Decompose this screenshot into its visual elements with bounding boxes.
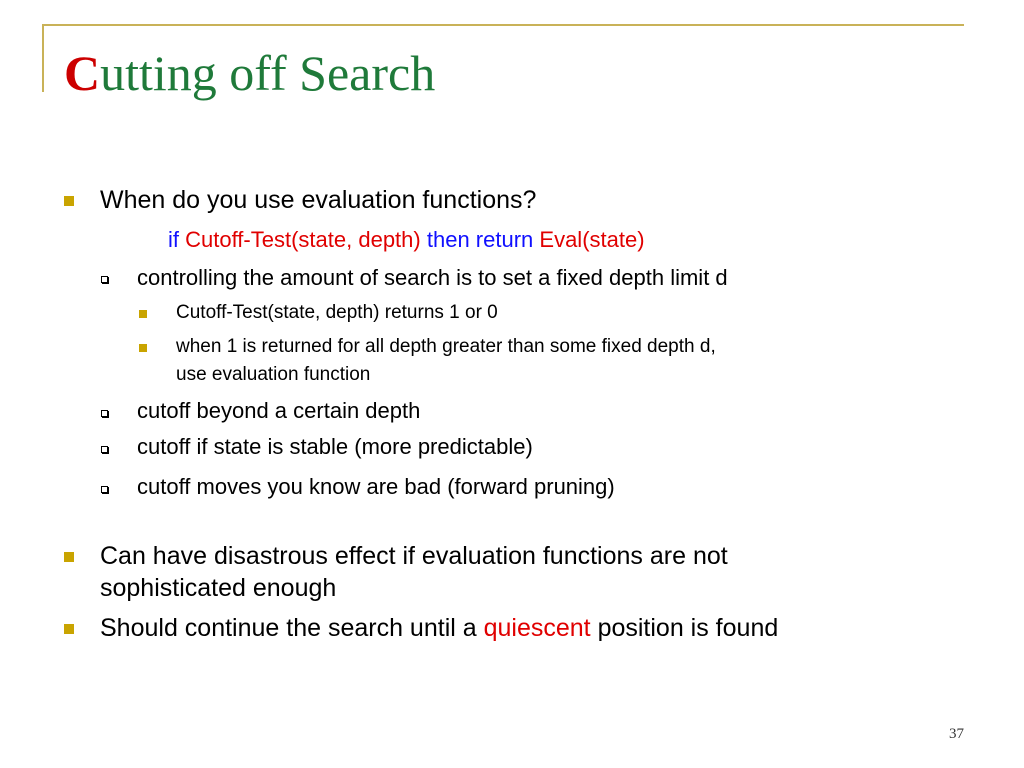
pseudo-code-line [168,225,645,255]
title-initial: C [64,45,101,101]
small-square-bullet-icon [139,344,147,352]
code-keyword-if: if [168,227,179,252]
bullet-3-suffix: position is found [590,614,779,642]
sub-bullet-1-text: controlling the amount of search is to set a fixed depth limit d [137,265,728,290]
code-keyword-then-return: then return [426,227,534,252]
square-bullet-icon [64,624,74,634]
square-bullet-icon [64,552,74,562]
page-number: 37 [949,726,964,742]
bullet-2-line-2: sophisticated enough [100,574,337,602]
bullet-1-text: When do you use evaluation functions? [100,186,537,214]
bullet-3-highlight: quiescent [483,614,591,642]
bullet-3-text [100,612,778,644]
bullet-3-prefix: Should continue the search until a [100,614,484,642]
bullet-2-line-1: Can have disastrous effect if evaluation functions are not [100,542,728,570]
sub-bullet-3-text: cutoff if state is stable (more predictable) [137,434,533,459]
open-square-bullet-icon [101,486,108,493]
code-eval: Eval(state) [539,227,645,252]
sub-sub-bullet-1-text: Cutoff-Test(state, depth) returns 1 or 0 [176,302,498,323]
sub-sub-bullet-2-line-1: when 1 is returned for all depth greater than some fixed depth d, [176,336,716,357]
open-square-bullet-icon [101,410,108,417]
square-bullet-icon [64,196,74,206]
sub-bullet-4-text: cutoff moves you know are bad (forward pruning) [137,474,615,499]
code-cutoff-test: Cutoff-Test(state, depth) [185,227,421,252]
sub-sub-bullet-2-line-2: use evaluation function [176,364,371,385]
open-square-bullet-icon [101,276,108,283]
small-square-bullet-icon [139,310,147,318]
sub-bullet-2-text: cutoff beyond a certain depth [137,398,421,423]
title-rest: utting off Search [100,45,436,101]
open-square-bullet-icon [101,446,108,453]
